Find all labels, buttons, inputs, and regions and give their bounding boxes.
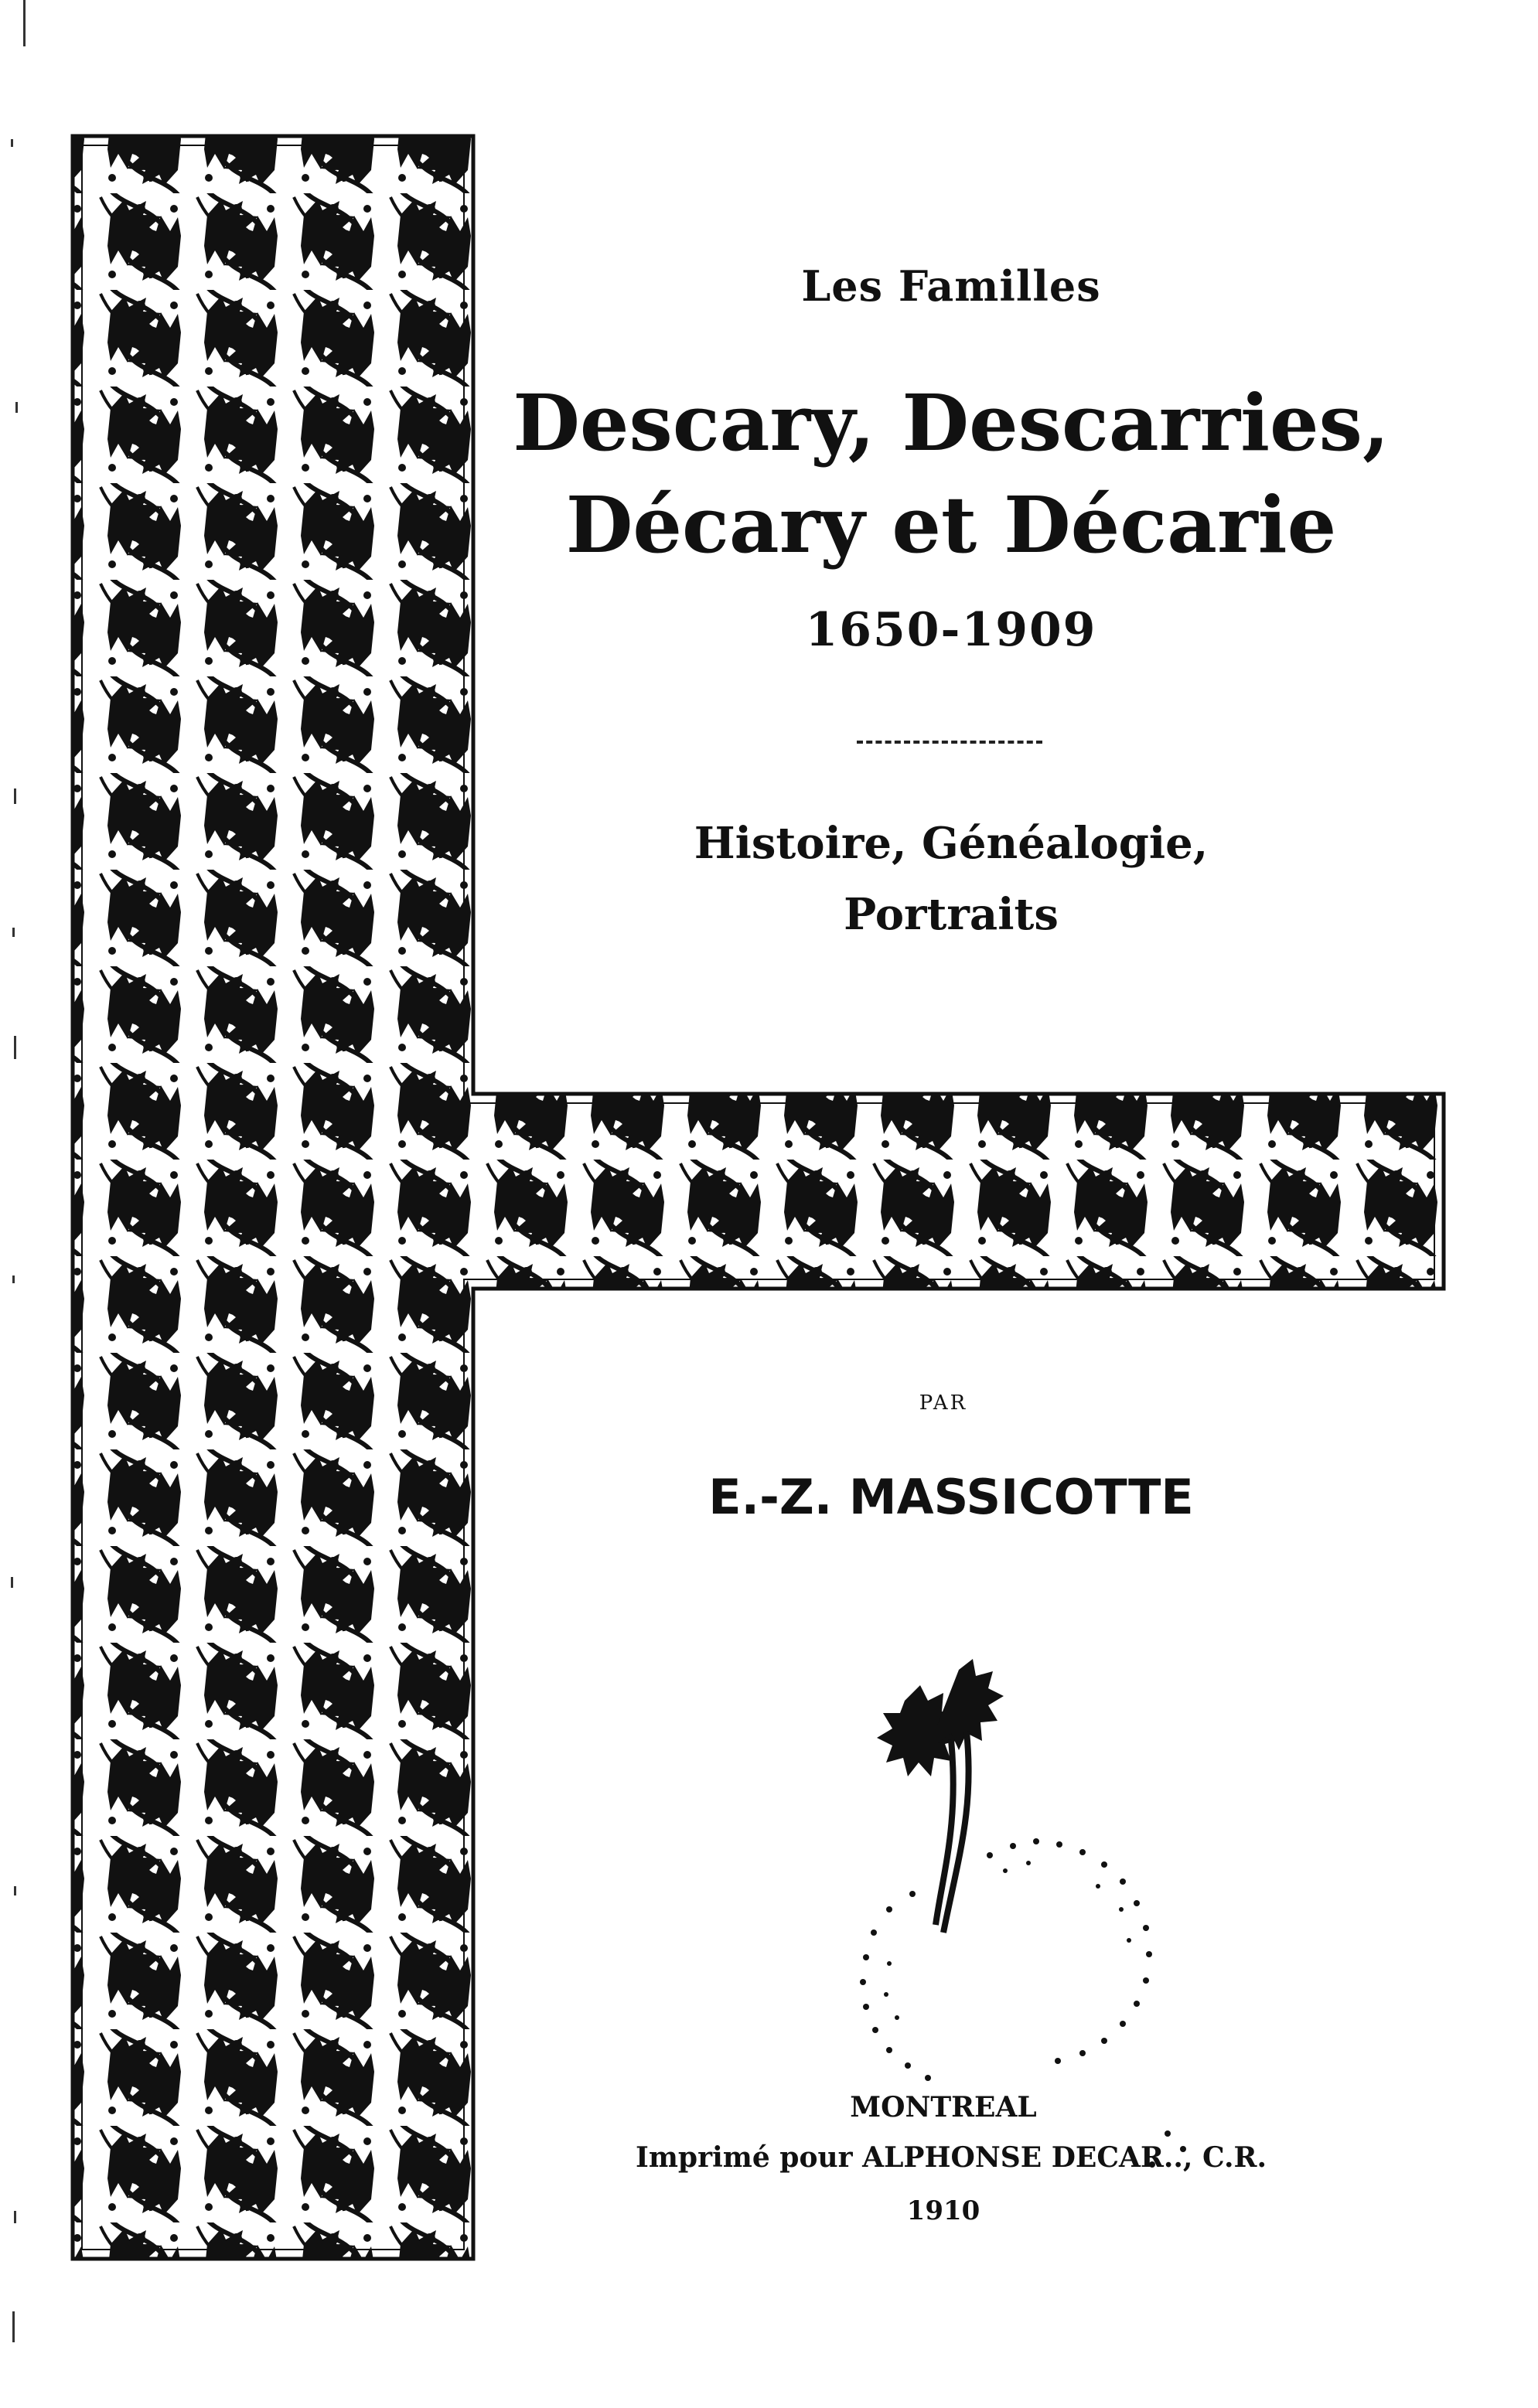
title-years: 1650-1909 xyxy=(805,603,1097,657)
byline-par: PAR xyxy=(919,1391,968,1415)
divider-rule xyxy=(857,741,1042,744)
page-title-line-1: Descary, Descarries, xyxy=(513,377,1390,468)
families-label: Les Familles xyxy=(801,261,1101,311)
subtitle-line-1: Histoire, Généalogie, xyxy=(694,818,1209,869)
imprint-printed-for: Imprimé pour ALPHONSE DECAR.., C.R. xyxy=(636,2141,1267,2174)
imprint-year: 1910 xyxy=(906,2195,980,2226)
author-name: E.-Z. MASSICOTTE xyxy=(708,1469,1194,1525)
subtitle-line-2: Portraits xyxy=(844,889,1059,940)
imprint-city: MONTREAL xyxy=(850,2091,1037,2124)
page-title-line-2: Décary et Décarie xyxy=(565,479,1337,570)
